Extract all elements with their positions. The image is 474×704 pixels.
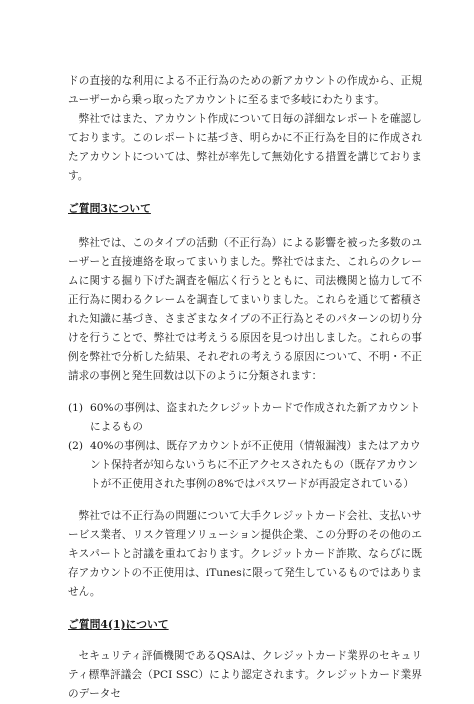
list-item: [68, 399, 422, 437]
list-item-number: (1): [68, 402, 84, 414]
list-item-text: 60%の事例は、盗まれたクレジットカードで作成された新アカウントによるもの: [90, 402, 421, 433]
list-item-number: (2): [68, 440, 84, 452]
paragraph-qsa: セキュリティ評価機関であるQSAは、クレジットカード業界のセキュリティ標準評議会（PCI SSC）により認定されます。クレジットカード業界のデータセ: [68, 650, 422, 700]
paragraph-continuation: ドの直接的な利用による不正行為のための新アカウントの作成から、正規ユーザーから乗っ取ったアカウントに至るまで多岐にわたります。: [68, 75, 422, 106]
cause-list: [68, 399, 422, 494]
heading-question-3: ご質問3について: [68, 202, 151, 215]
paragraph-investigation: 弊社では、このタイプの活動（不正行為）による影響を被った多数のユーザーと直接連絡を取ってまいりました。弊社ではまた、これらのクレームに関する掘り下げた調査を幅広く行うとともに、司法機関と協力して不正行為に関わるクレームを調査してまいりました。これらを通じて蓄積された知識に基づき、さまざまなタイプの不正行為とそのパターンの切り分けを行うことで、弊社では考えうる原因を見つけ出しました。これらの事例を弊社で分析した結果、それぞれの考えうる原因について、不明・不正請求の事例と発生回数は以下のように分類されます：: [68, 237, 422, 382]
paragraph-account-reports: 弊社ではまた、アカウント作成について日毎の詳細なレポートを確認しております。このレポートに基づき、明らかに不正行為を目的に作成されたアカウントについては、弊社が率先して無効化する措置を講じております。: [68, 113, 422, 182]
list-item-text: 40%の事例は、既存アカウントが不正使用（情報漏洩）またはアカウント保持者が知らないうちに不正アクセスされたもの（既存アカウントが不正使用された事例の8%ではパスワードが再設定されている）: [90, 440, 421, 490]
paragraph-discussions: 弊社では不正行為の問題について大手クレジットカード会社、支払いサービス業者、リスク管理ソリューション提供企業、この分野のその他のエキスパートと討議を重ねております。クレジットカード詐欺、ならびに既存アカウントの不正使用は、iTunesに限って発生しているものではありません。: [68, 510, 422, 598]
heading-question-4-1: ご質問4(1)について: [68, 618, 169, 631]
list-item: [68, 437, 422, 494]
